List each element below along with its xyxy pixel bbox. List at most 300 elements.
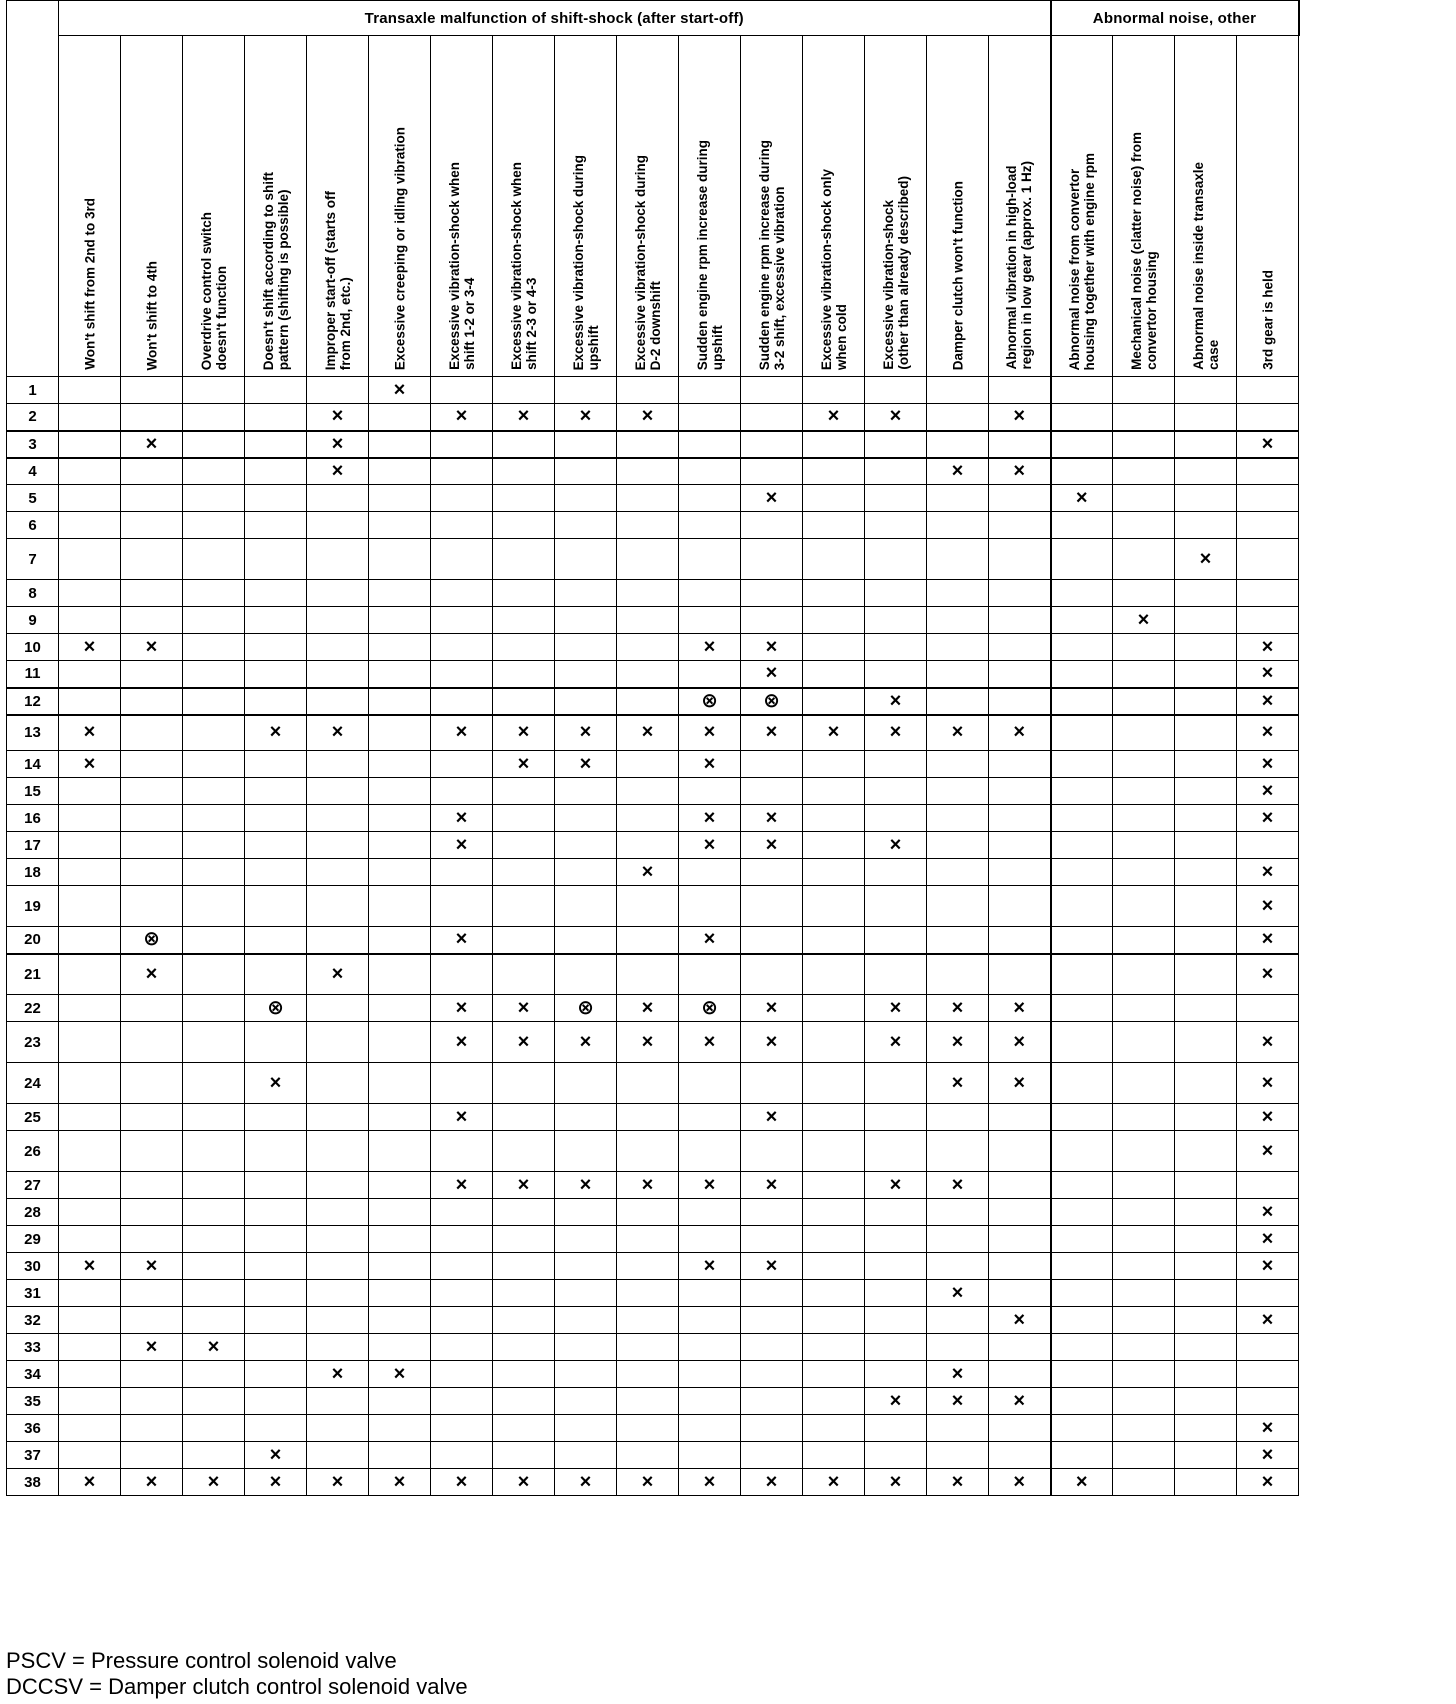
table-cell (741, 1469, 803, 1496)
cross-mark: × (145, 1470, 158, 1493)
table-cell (989, 832, 1051, 859)
cross-mark: × (517, 996, 530, 1019)
table-cell (555, 1253, 617, 1280)
table-cell (555, 1172, 617, 1199)
table-cell (183, 1253, 245, 1280)
table-cell (617, 832, 679, 859)
cross-mark: × (455, 806, 468, 829)
table-cell (803, 715, 865, 751)
table-cell (865, 634, 927, 661)
table-cell (307, 1104, 369, 1131)
table-cell (927, 1361, 989, 1388)
table-cell (555, 927, 617, 954)
table-cell (307, 805, 369, 832)
cross-mark: × (517, 1173, 530, 1196)
cross-mark: × (1261, 1470, 1274, 1493)
table-cell (369, 458, 431, 485)
table-cell (1113, 634, 1175, 661)
table-cell (121, 431, 183, 458)
table-cell (245, 607, 307, 634)
table-cell (369, 1442, 431, 1469)
table-cell (989, 1334, 1051, 1361)
table-cell (493, 1415, 555, 1442)
table-cell (927, 688, 989, 715)
cross-mark: × (517, 1030, 530, 1053)
table-cell (369, 485, 431, 512)
column-header-label: Won't shift to 4th (144, 260, 159, 370)
cross-mark: × (1261, 1105, 1274, 1128)
column-header-14 (865, 36, 927, 377)
row-number: 23 (7, 1022, 59, 1063)
table-cell (803, 634, 865, 661)
cross-mark: × (889, 1389, 902, 1412)
table-cell (865, 1226, 927, 1253)
table-cell (1237, 1388, 1299, 1415)
table-cell (1113, 1388, 1175, 1415)
table-cell (555, 404, 617, 431)
table-cell (865, 458, 927, 485)
table-cell (121, 404, 183, 431)
table-cell (679, 805, 741, 832)
table-cell (369, 1199, 431, 1226)
table-cell (617, 778, 679, 805)
cross-mark: × (889, 1173, 902, 1196)
table-cell (431, 688, 493, 715)
table-cell (369, 859, 431, 886)
table-cell (431, 661, 493, 688)
table-cell (121, 751, 183, 778)
table-cell (1175, 859, 1237, 886)
table-row (7, 1063, 1299, 1104)
table-cell (1113, 1253, 1175, 1280)
row-number: 16 (7, 805, 59, 832)
table-cell (369, 805, 431, 832)
cross-mark: × (703, 833, 716, 856)
table-cell (1051, 661, 1113, 688)
table-cell (307, 1334, 369, 1361)
table-cell (803, 1415, 865, 1442)
column-header-9 (555, 36, 617, 377)
table-cell (679, 377, 741, 404)
table-cell (803, 607, 865, 634)
cross-mark: × (703, 1030, 716, 1053)
table-cell (431, 1063, 493, 1104)
table-cell (1237, 1280, 1299, 1307)
table-row (7, 404, 1299, 431)
cross-mark: × (455, 996, 468, 1019)
table-cell (369, 1131, 431, 1172)
cross-mark: × (579, 752, 592, 775)
cross-mark: × (1261, 962, 1274, 985)
table-cell (307, 607, 369, 634)
table-cell (183, 859, 245, 886)
circled-cross-mark: ⊗ (701, 996, 718, 1019)
table-cell (679, 859, 741, 886)
table-cell (369, 1104, 431, 1131)
table-cell (493, 431, 555, 458)
column-header-label: Doesn't shift according to shift pattern (shifting is possible) (260, 171, 291, 370)
table-cell (679, 634, 741, 661)
table-cell (431, 954, 493, 995)
table-cell (617, 751, 679, 778)
table-cell (369, 1022, 431, 1063)
table-cell (59, 1104, 121, 1131)
table-cell (679, 512, 741, 539)
table-cell (555, 1022, 617, 1063)
table-cell (1237, 1334, 1299, 1361)
table-cell (1051, 832, 1113, 859)
table-cell (369, 1469, 431, 1496)
table-cell (741, 859, 803, 886)
table-cell (865, 954, 927, 995)
table-cell (865, 995, 927, 1022)
table-cell (989, 1469, 1051, 1496)
table-cell (431, 539, 493, 580)
table-cell (1113, 539, 1175, 580)
table-cell (927, 539, 989, 580)
table-cell (927, 715, 989, 751)
table-cell (59, 377, 121, 404)
cross-mark: × (951, 1030, 964, 1053)
table-cell (121, 832, 183, 859)
table-cell (245, 1469, 307, 1496)
table-cell (307, 634, 369, 661)
table-cell (59, 1469, 121, 1496)
table-cell (1051, 1253, 1113, 1280)
table-cell (989, 778, 1051, 805)
row-number: 29 (7, 1226, 59, 1253)
table-cell (307, 1063, 369, 1104)
table-cell (741, 607, 803, 634)
table-cell (369, 580, 431, 607)
table-cell (1175, 634, 1237, 661)
table-cell (865, 805, 927, 832)
table-cell (1175, 661, 1237, 688)
column-header-label: 3rd gear is held (1260, 270, 1275, 370)
table-cell (1113, 751, 1175, 778)
column-header-label: Excessive vibration-shock (other than already described) (880, 176, 911, 370)
table-cell (617, 927, 679, 954)
row-number: 28 (7, 1199, 59, 1226)
table-row (7, 1172, 1299, 1199)
table-cell (121, 886, 183, 927)
cross-mark: × (827, 1470, 840, 1493)
cross-mark: × (765, 1254, 778, 1277)
table-cell (1113, 995, 1175, 1022)
table-cell (803, 954, 865, 995)
table-cell (1113, 954, 1175, 995)
table-cell (59, 607, 121, 634)
table-cell (803, 1334, 865, 1361)
table-cell (1175, 715, 1237, 751)
table-cell (1237, 404, 1299, 431)
table-cell (617, 458, 679, 485)
table-cell (1237, 1253, 1299, 1280)
table-cell (431, 886, 493, 927)
cross-mark: × (269, 1443, 282, 1466)
table-cell (183, 995, 245, 1022)
cross-mark: × (641, 860, 654, 883)
table-cell (369, 512, 431, 539)
cross-mark: × (207, 1335, 220, 1358)
cross-mark: × (641, 405, 654, 428)
row-number: 17 (7, 832, 59, 859)
table-cell (121, 1199, 183, 1226)
cross-mark: × (331, 459, 344, 482)
table-cell (741, 539, 803, 580)
table-cell (59, 715, 121, 751)
column-header-label: Excessive vibration-shock when shift 1-2 or 3-4 (446, 162, 477, 370)
table-cell (59, 886, 121, 927)
table-cell (431, 1022, 493, 1063)
column-header-8 (493, 36, 555, 377)
table-cell (493, 1131, 555, 1172)
cross-mark: × (1075, 486, 1088, 509)
row-number: 2 (7, 404, 59, 431)
table-cell (1113, 661, 1175, 688)
table-cell (617, 1307, 679, 1334)
table-cell (1051, 859, 1113, 886)
table-cell (245, 580, 307, 607)
table-cell (803, 832, 865, 859)
table-cell (927, 634, 989, 661)
table-cell (121, 927, 183, 954)
table-cell (989, 512, 1051, 539)
table-cell (617, 485, 679, 512)
table-cell (865, 1334, 927, 1361)
table-cell (245, 995, 307, 1022)
cross-mark: × (331, 432, 344, 455)
table-cell (121, 715, 183, 751)
table-cell (1051, 1415, 1113, 1442)
cross-mark: × (951, 1071, 964, 1094)
table-cell (1113, 805, 1175, 832)
table-cell (121, 1104, 183, 1131)
table-cell (369, 832, 431, 859)
table-cell (555, 458, 617, 485)
table-cell (989, 927, 1051, 954)
table-cell (803, 1388, 865, 1415)
table-cell (803, 1172, 865, 1199)
table-cell (989, 431, 1051, 458)
table-cell (927, 1022, 989, 1063)
table-row (7, 927, 1299, 954)
table-cell (989, 1104, 1051, 1131)
table-cell (865, 715, 927, 751)
table-cell (1175, 1469, 1237, 1496)
table-cell (1175, 886, 1237, 927)
table-cell (679, 832, 741, 859)
table-cell (989, 580, 1051, 607)
table-cell (617, 995, 679, 1022)
table-cell (59, 1253, 121, 1280)
table-cell (865, 1388, 927, 1415)
table-cell (431, 1388, 493, 1415)
table-cell (1237, 1104, 1299, 1131)
table-cell (741, 995, 803, 1022)
table-cell (183, 485, 245, 512)
cross-mark: × (641, 1030, 654, 1053)
table-cell (307, 458, 369, 485)
table-cell (369, 431, 431, 458)
table-cell (493, 1280, 555, 1307)
table-cell (493, 1469, 555, 1496)
table-cell (679, 1280, 741, 1307)
table-cell (59, 832, 121, 859)
table-cell (121, 512, 183, 539)
cross-mark: × (517, 405, 530, 428)
table-cell (1175, 1199, 1237, 1226)
table-cell (307, 1172, 369, 1199)
table-cell (927, 832, 989, 859)
table-cell (245, 458, 307, 485)
table-cell (927, 1307, 989, 1334)
table-cell (1113, 927, 1175, 954)
row-number: 14 (7, 751, 59, 778)
table-cell (617, 661, 679, 688)
table-cell (927, 512, 989, 539)
table-cell (59, 1226, 121, 1253)
table-cell (679, 1131, 741, 1172)
table-cell (183, 751, 245, 778)
table-cell (493, 715, 555, 751)
table-cell (617, 1442, 679, 1469)
table-cell (989, 805, 1051, 832)
table-row (7, 1334, 1299, 1361)
table-cell (183, 927, 245, 954)
table-cell (1113, 886, 1175, 927)
cross-mark: × (579, 1030, 592, 1053)
table-cell (183, 832, 245, 859)
table-cell (989, 886, 1051, 927)
cross-mark: × (331, 405, 344, 428)
table-cell (245, 1131, 307, 1172)
table-cell (1175, 404, 1237, 431)
table-cell (741, 1415, 803, 1442)
table-cell (369, 377, 431, 404)
row-number: 33 (7, 1334, 59, 1361)
table-cell (617, 805, 679, 832)
cross-mark: × (83, 721, 96, 744)
table-cell (555, 1131, 617, 1172)
cross-mark: × (951, 1281, 964, 1304)
row-number: 22 (7, 995, 59, 1022)
table-cell (493, 1361, 555, 1388)
table-cell (183, 607, 245, 634)
table-cell (1237, 458, 1299, 485)
table-cell (555, 995, 617, 1022)
table-cell (865, 886, 927, 927)
table-row (7, 886, 1299, 927)
table-cell (307, 377, 369, 404)
table-cell (803, 1442, 865, 1469)
table-cell (865, 404, 927, 431)
row-number: 15 (7, 778, 59, 805)
table-cell (555, 1280, 617, 1307)
table-cell (493, 1022, 555, 1063)
table-cell (555, 1442, 617, 1469)
table-cell (431, 859, 493, 886)
column-header-label: Excessive vibration-shock during upshift (570, 154, 601, 370)
table-cell (741, 1253, 803, 1280)
table-cell (803, 377, 865, 404)
circled-cross-mark: ⊗ (143, 928, 160, 951)
table-cell (369, 1334, 431, 1361)
table-cell (679, 1022, 741, 1063)
table-cell (1237, 1131, 1299, 1172)
table-cell (1051, 886, 1113, 927)
table-cell (1051, 927, 1113, 954)
table-cell (741, 1172, 803, 1199)
table-cell (307, 580, 369, 607)
table-cell (679, 1226, 741, 1253)
table-cell (431, 458, 493, 485)
table-cell (493, 1307, 555, 1334)
circled-cross-mark: ⊗ (267, 996, 284, 1019)
table-cell (431, 1307, 493, 1334)
cross-mark: × (579, 405, 592, 428)
column-header-label: Excessive creeping or idling vibration (392, 126, 407, 370)
column-header-7 (431, 36, 493, 377)
table-cell (431, 927, 493, 954)
table-cell (245, 431, 307, 458)
table-cell (121, 1022, 183, 1063)
table-cell (741, 1280, 803, 1307)
table-cell (1051, 539, 1113, 580)
table-cell (1175, 458, 1237, 485)
cross-mark: × (703, 635, 716, 658)
table-cell (369, 1307, 431, 1334)
table-cell (803, 580, 865, 607)
table-cell (555, 485, 617, 512)
table-cell (493, 995, 555, 1022)
table-cell (59, 778, 121, 805)
table-cell (121, 1253, 183, 1280)
table-cell (121, 458, 183, 485)
table-cell (927, 927, 989, 954)
table-cell (121, 661, 183, 688)
table-cell (183, 404, 245, 431)
table-cell (493, 1199, 555, 1226)
table-cell (1113, 859, 1175, 886)
table-cell (617, 1199, 679, 1226)
table-row (7, 832, 1299, 859)
table-cell (1051, 715, 1113, 751)
table-cell (369, 634, 431, 661)
table-cell (1175, 1131, 1237, 1172)
table-cell (431, 1280, 493, 1307)
table-cell (865, 1280, 927, 1307)
table-cell (1051, 1022, 1113, 1063)
table-cell (989, 995, 1051, 1022)
table-cell (679, 751, 741, 778)
table-cell (59, 431, 121, 458)
table-cell (59, 634, 121, 661)
table-cell (617, 580, 679, 607)
table-cell (803, 1131, 865, 1172)
table-cell (121, 1226, 183, 1253)
table-cell (741, 404, 803, 431)
table-cell (307, 1131, 369, 1172)
table-cell (927, 431, 989, 458)
table-cell (927, 1469, 989, 1496)
cross-mark: × (827, 721, 840, 744)
table-cell (617, 954, 679, 995)
table-row (7, 458, 1299, 485)
table-cell (865, 751, 927, 778)
row-number: 1 (7, 377, 59, 404)
table-cell (59, 954, 121, 995)
